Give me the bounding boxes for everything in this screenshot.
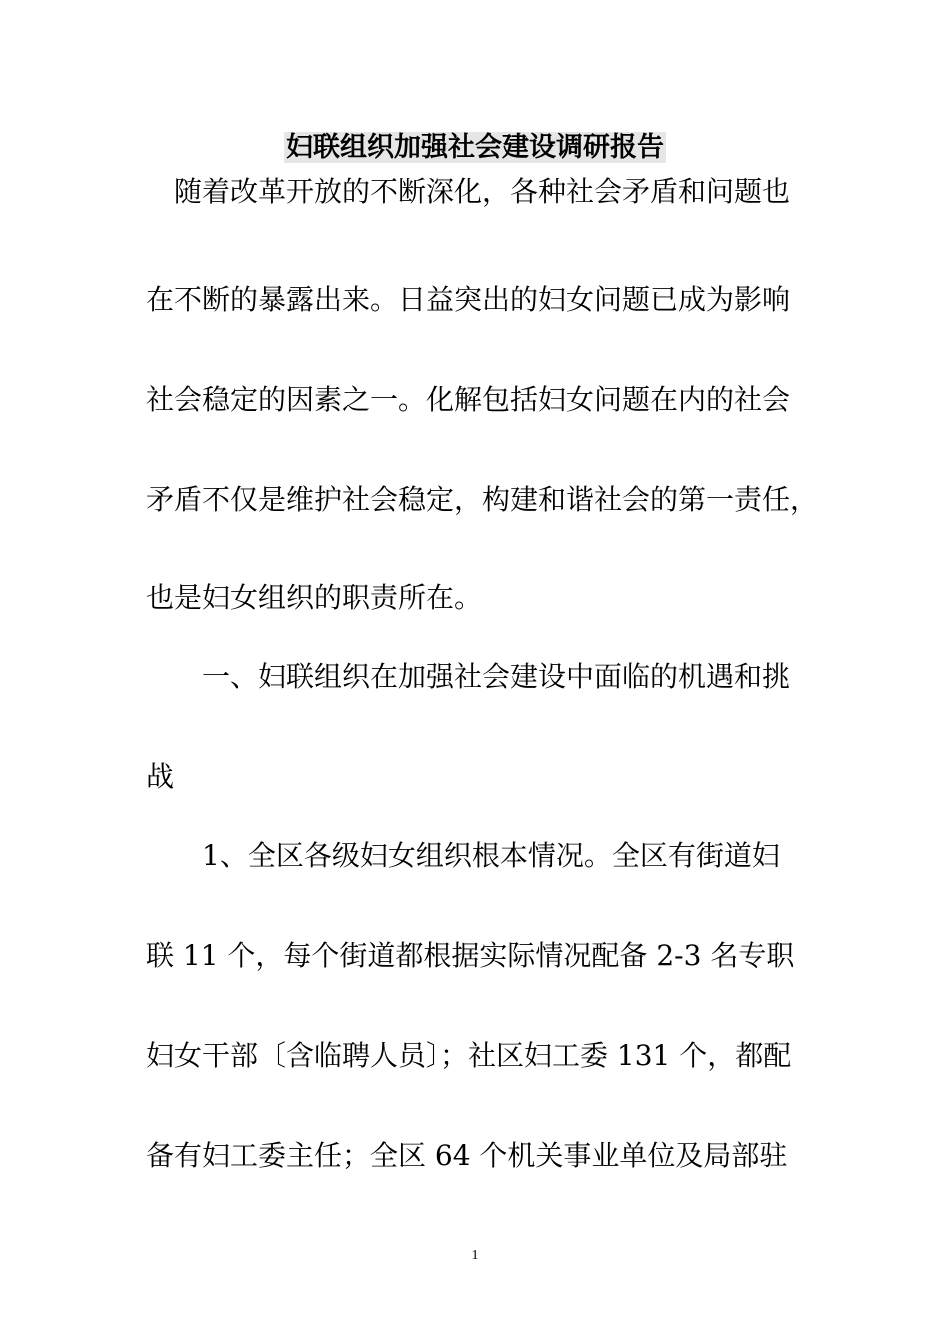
body-line: 备有妇工委主任；全区 64 个机关事业单位及局部驻: [146, 1139, 788, 1172]
section-heading-line: 一、妇联组织在加强社会建设中面临的机遇和挑: [146, 660, 791, 693]
document-title-text: 妇联组织加强社会建设调研报告: [286, 132, 664, 163]
body-line: 社会稳定的因素之一。化解包括妇女问题在内的社会: [146, 383, 791, 416]
body-line: 1、全区各级妇女组织根本情况。全区有街道妇: [146, 839, 780, 872]
body-line: 在不断的暴露出来。日益突出的妇女问题已成为影响: [146, 283, 791, 316]
page-number: 1: [471, 1248, 479, 1263]
document-title: [0, 128, 950, 168]
section-heading-line: 战: [146, 760, 175, 793]
body-line: 矛盾不仅是维护社会稳定，构建和谐社会的第一责任，: [146, 483, 819, 516]
body-line: 也是妇女组织的职责所在。: [146, 581, 483, 614]
body-line: 联 11 个，每个街道都根据实际情况配备 2-3 名专职: [146, 939, 795, 972]
body-line: 妇女干部〔含临聘人员〕；社区妇工委 131 个，都配: [146, 1039, 792, 1072]
body-line: 随着改革开放的不断深化，各种社会矛盾和问题也: [146, 175, 791, 208]
